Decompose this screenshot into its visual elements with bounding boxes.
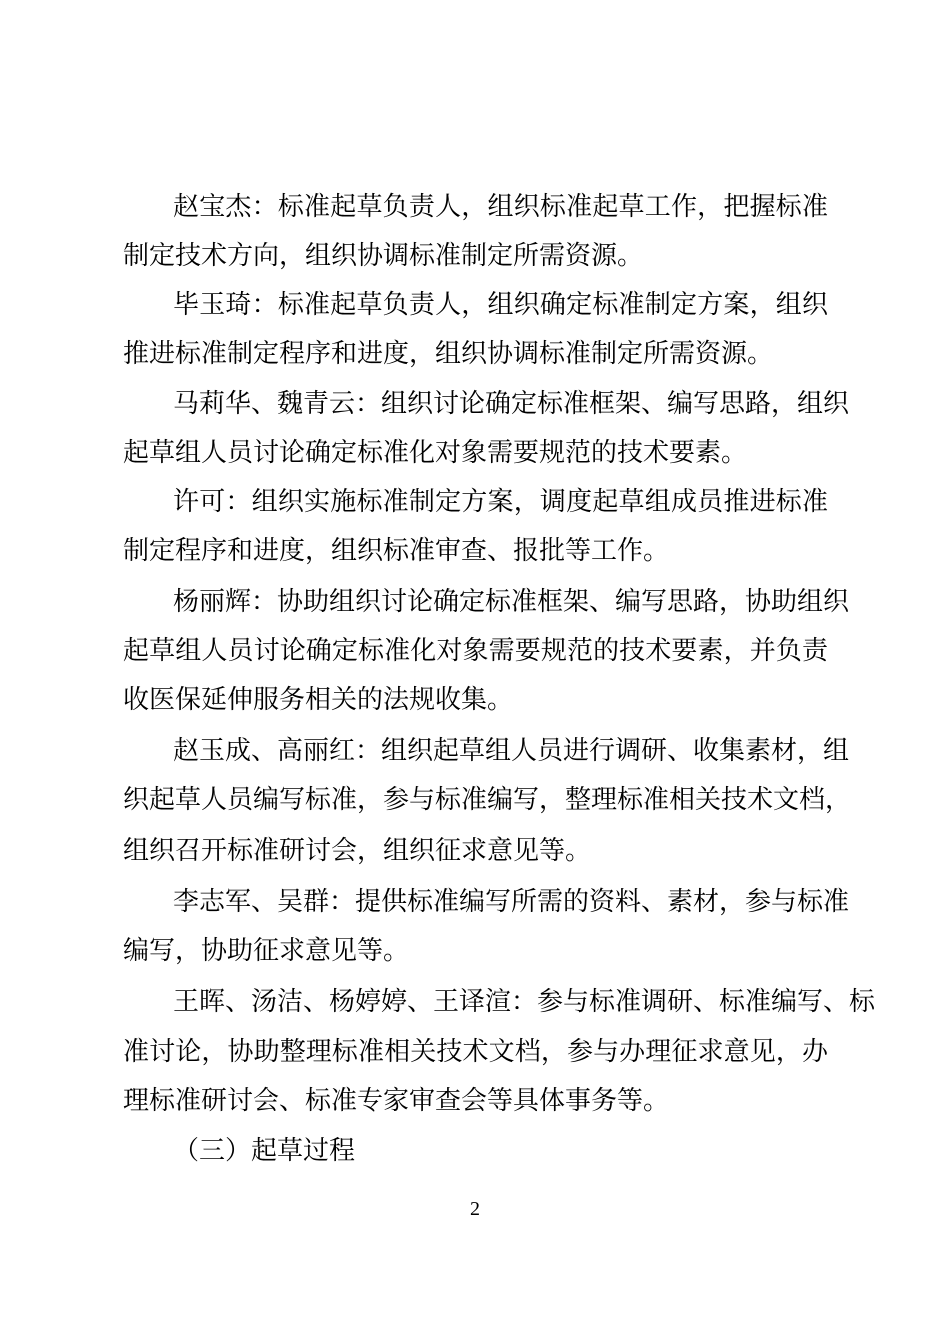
paragraph-line: 收医保延伸服务相关的法规收集。 (123, 685, 514, 715)
paragraph-line: 制定程序和进度，组织标准审查、报批等工作。 (123, 536, 670, 566)
paragraph-line: 起草组人员讨论确定标准化对象需要规范的技术要素。 (123, 438, 748, 468)
page-number: 2 (470, 1198, 480, 1220)
paragraph-line: 李志军、吴群：提供标准编写所需的资料、素材，参与标准 (173, 887, 850, 917)
paragraph-line: 许可：组织实施标准制定方案，调度起草组成员推进标准 (173, 487, 828, 517)
paragraph-line: 毕玉琦：标准起草负责人，组织确定标准制定方案，组织 (173, 290, 828, 320)
paragraph-line: 赵宝杰：标准起草负责人，组织标准起草工作，把握标准 (173, 192, 828, 222)
paragraph-line: 王晖、汤洁、杨婷婷、王译渲：参与标准调研、标准编写、标 (173, 987, 876, 1017)
paragraph-line: 编写，协助征求意见等。 (123, 936, 410, 966)
paragraph-line: 理标准研讨会、标准专家审查会等具体事务等。 (123, 1086, 670, 1116)
section-heading: （三）起草过程 (173, 1136, 356, 1166)
paragraph-line: 起草组人员讨论确定标准化对象需要规范的技术要素，并负责 (123, 636, 828, 666)
paragraph-line: 杨丽辉：协助组织讨论确定标准框架、编写思路，协助组织 (173, 587, 850, 617)
paragraph-line: 制定技术方向，组织协调标准制定所需资源。 (123, 241, 644, 271)
paragraph-line: 织起草人员编写标准，参与标准编写，整理标准相关技术文档， (123, 785, 852, 815)
paragraph-line: 赵玉成、高丽红：组织起草组人员进行调研、收集素材，组 (173, 736, 850, 766)
paragraph-line: 准讨论，协助整理标准相关技术文档，参与办理征求意见，办 (123, 1037, 828, 1067)
paragraph-line: 马莉华、魏青云：组织讨论确定标准框架、编写思路，组织 (173, 389, 850, 419)
paragraph-line: 组织召开标准研讨会，组织征求意见等。 (123, 836, 592, 866)
paragraph-line: 推进标准制定程序和进度，组织协调标准制定所需资源。 (123, 339, 774, 369)
